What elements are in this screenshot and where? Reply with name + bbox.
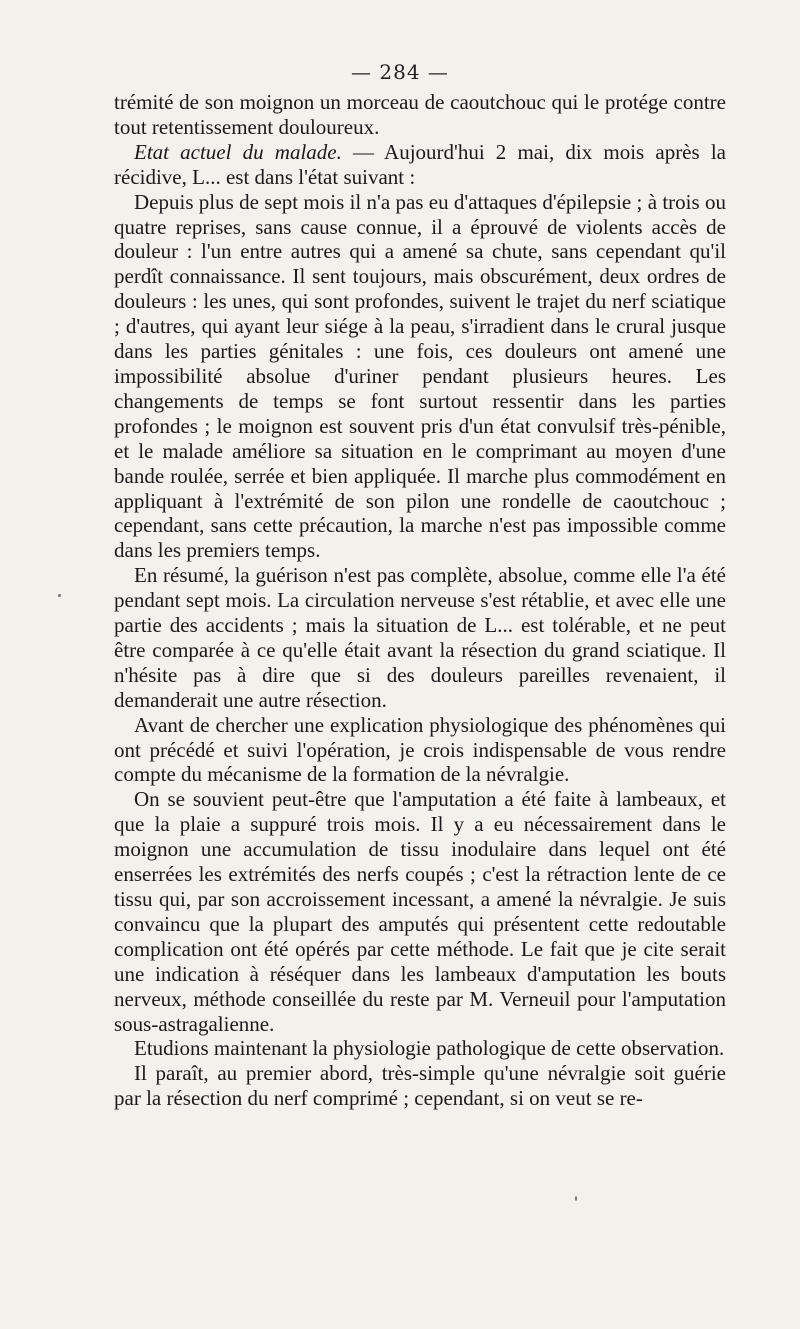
paragraph-6: On se souvient peut-être que l'amputation a été faite à lambeaux, et que la plaie a suppuré trois mois. Il y a eu nécessairement dans le moignon une accumulation de tissu inodulaire dans lequel ont été enserrées les extrémités des nerfs coupés ; c'est la rétraction lente de ce tissu qui, par son accroissement incessant, a amené la névralgie. Je suis convaincu que la plupart des amputés qui présentent cette redoutable complication ont été opérés par cette méthode. Le fait que je cite serait une indication à réséquer dans les lambeaux d'amputation les bouts nerveux, méthode conseillée du reste par M. Verneuil pour l'amputation sous-astragalienne. xyxy=(114,787,726,1036)
paper-speck xyxy=(58,594,61,597)
paragraph-3: Depuis plus de sept mois il n'a pas eu d'attaques d'épilepsie ; à trois ou quatre reprises, sans cause connue, il a éprouvé de violents accès de douleur : l'un entre autres qui a amené sa chute, sans cependant qu'il perdît connaissance. Il sent toujours, mais obscurément, deux ordres de douleurs : les unes, qui sont profondes, suivent le trajet du nerf sciatique ; d'autres, qui ayant leur siége à la peau, s'irradient dans le crural jusque dans les parties génitales : une fois, ces douleurs ont amené une impossibilité absolue d'uriner pendant plusieurs heures. Les changements de temps se font surtout ressentir dans les parties profondes ; le moignon est souvent pris d'un état convulsif très-pénible, et le malade améliore sa situation en le comprimant au moyen d'une bande roulée, serrée et bien appliquée. Il marche plus commodément en appliquant à l'extrémité de son pilon une rondelle de caoutchouc ; cependant, sans cette précaution, la marche n'est pas impossible comme dans les premiers temps. xyxy=(114,189,726,563)
paragraph-2-text: — Aujourd'hui 2 mai, dix mois après la récidive, L... est dans l'état suivant : xyxy=(114,139,726,189)
page-number: — 284 — xyxy=(351,60,449,84)
paragraph-7: Etudions maintenant la physiologie pathologique de cette observation. xyxy=(134,1036,725,1061)
paragraph-1: trémité de son moignon un morceau de caoutchouc qui le protége contre tout retentissement douloureux. xyxy=(114,90,726,139)
body-text xyxy=(114,90,726,1111)
paragraph-8: Il paraît, au premier abord, très-simple qu'une névralgie soit guérie par la résection du nerf comprimé ; cependant, si on veut se re- xyxy=(114,1061,726,1111)
paragraph-4: En résumé, la guérison n'est pas complète, absolue, comme elle l'a été pendant sept mois. La circulation nerveuse s'est rétablie, et avec elle une partie des accidents ; mais la situation de L... est tolérable, et ne peut être comparée à ce qu'elle était avant la résection du grand sciatique. Il n'hésite pas à dire que si des douleurs pareilles revenaient, il demanderait une autre résection. xyxy=(114,563,726,712)
paragraph-2 xyxy=(114,140,726,190)
paper-speck xyxy=(575,1196,577,1201)
italic-heading: Etat actuel du malade. xyxy=(134,139,342,164)
paragraph-5: Avant de chercher une explication physiologique des phénomènes qui ont précédé et suivi l'opération, je crois indispensable de vous rendre compte du mécanisme de la formation de la névralgie. xyxy=(114,712,726,787)
